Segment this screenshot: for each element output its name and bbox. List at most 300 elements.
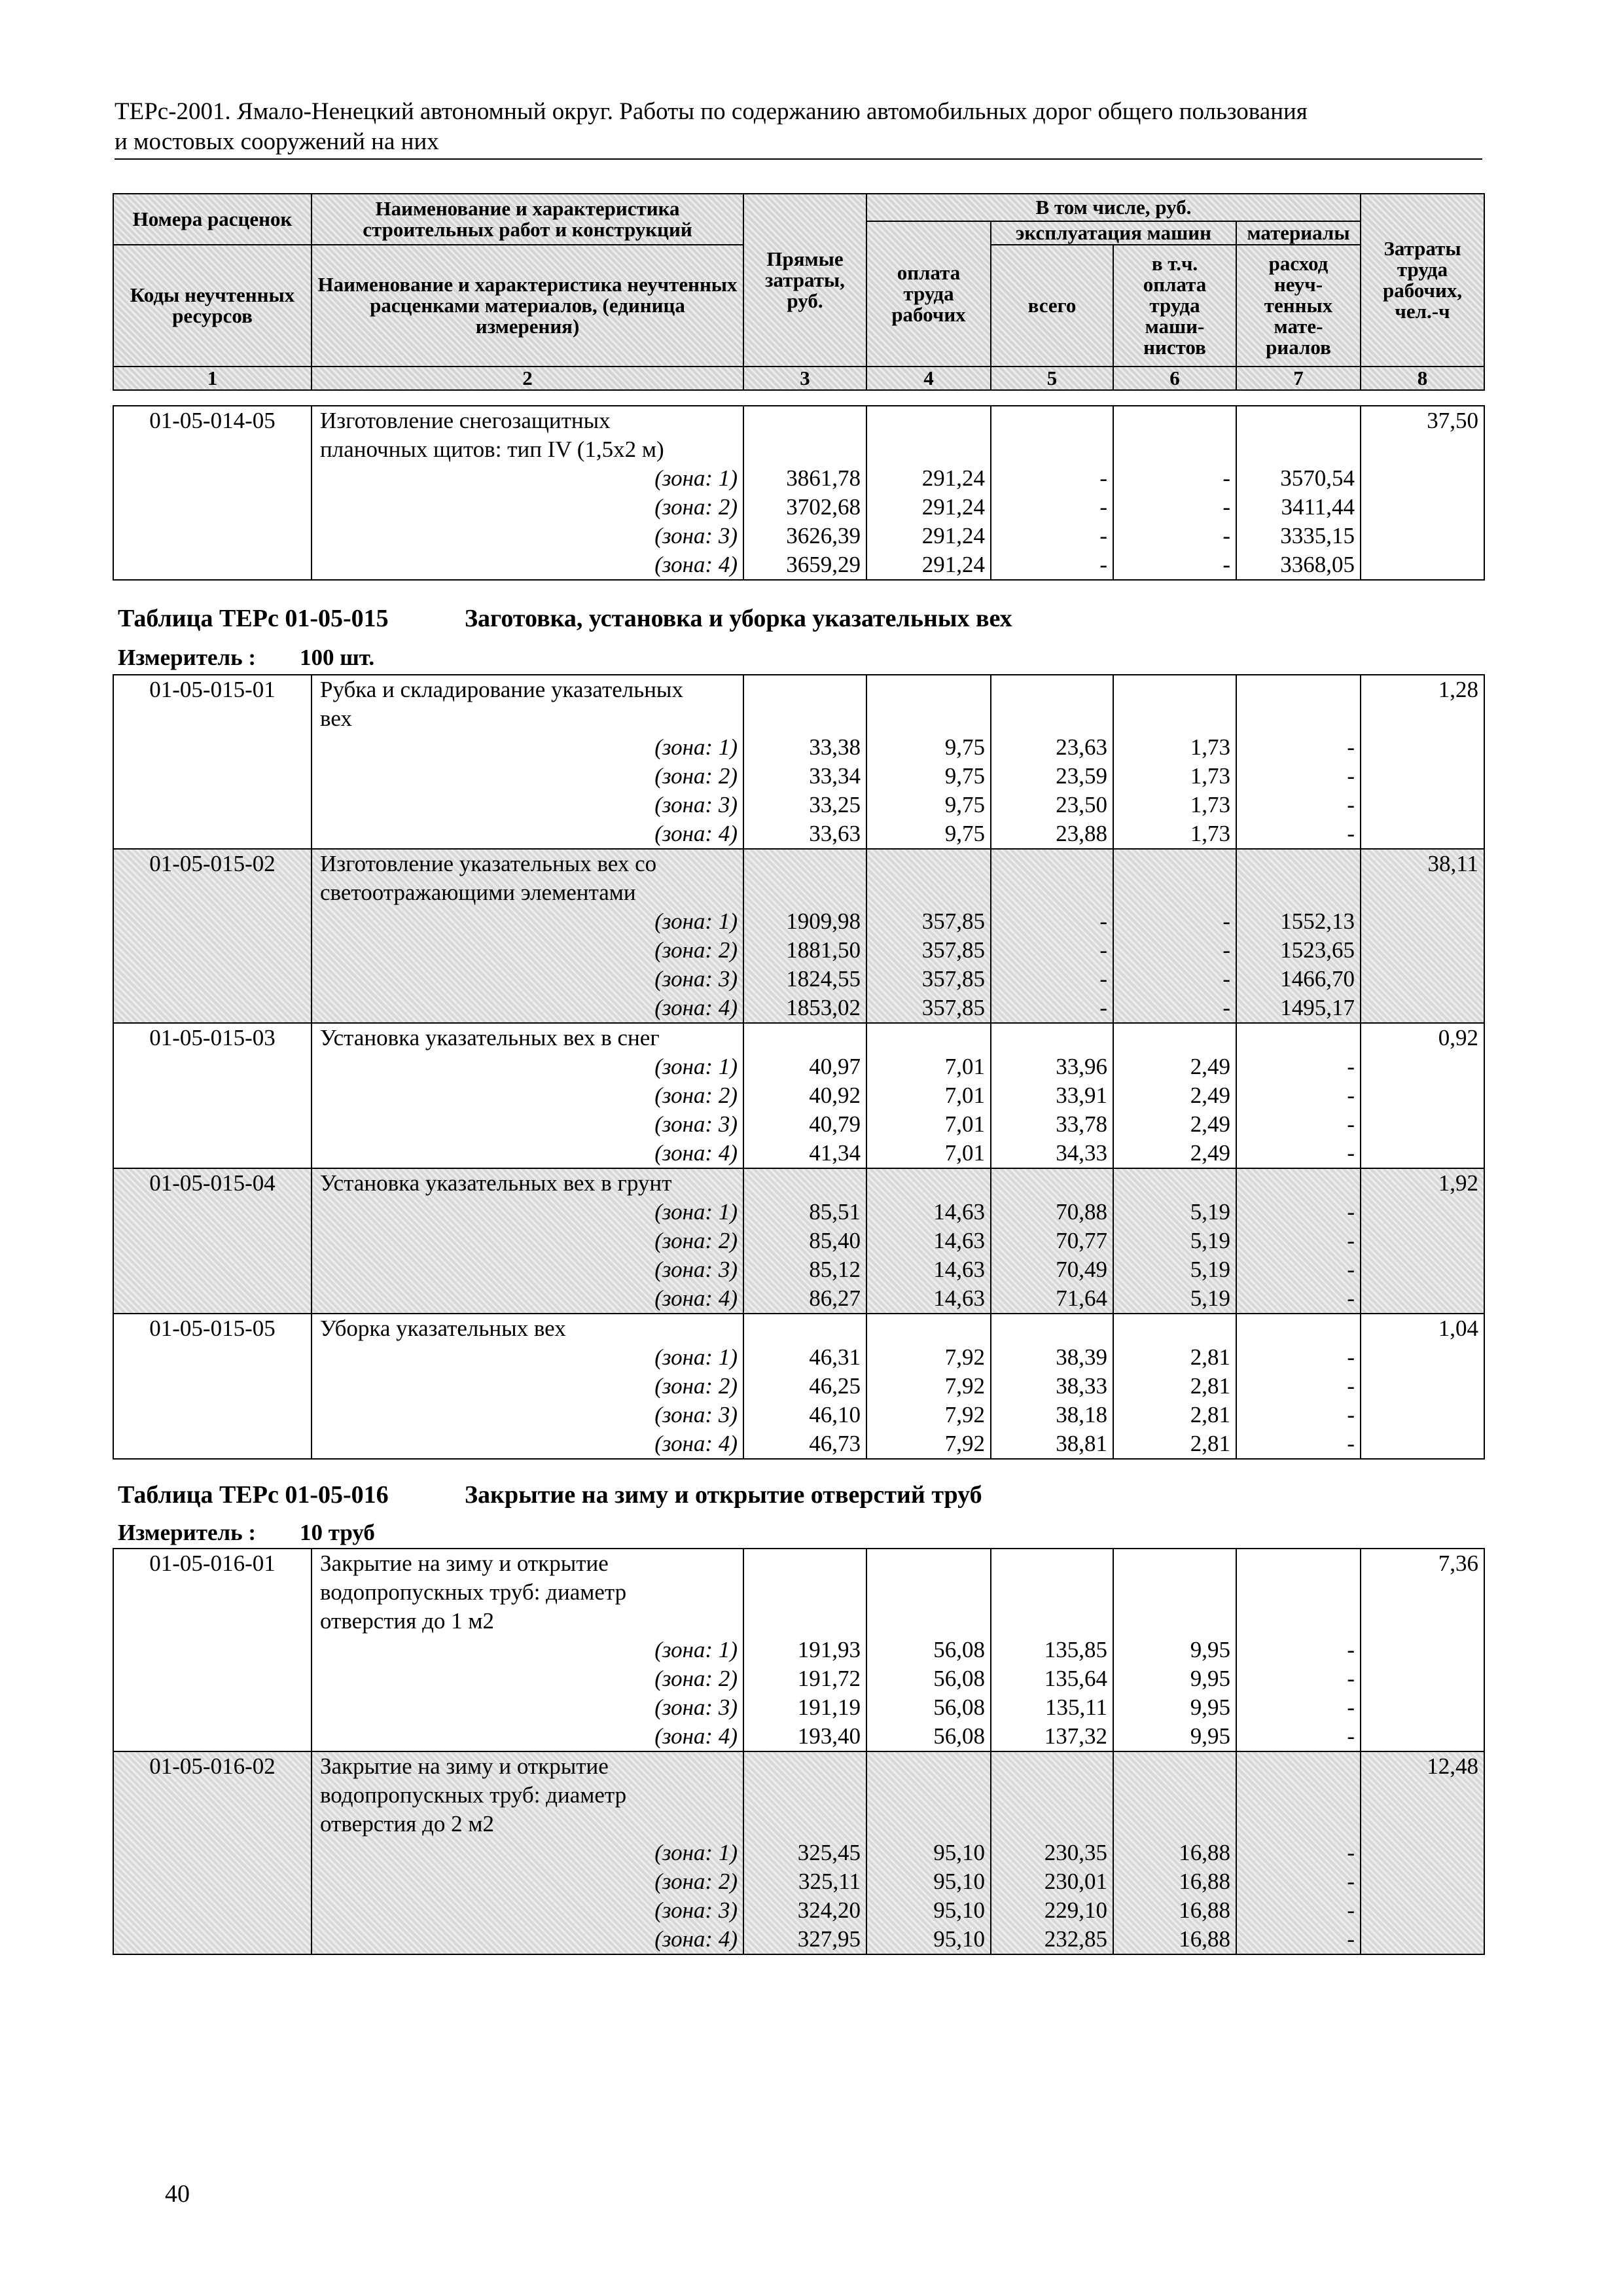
zone-label: (зона: 4) — [654, 1723, 738, 1749]
zone-label: (зона: 1) — [654, 1840, 738, 1865]
zone-label: (зона: 2) — [654, 494, 738, 520]
labor-cost-value: 9,75 — [944, 734, 985, 760]
rate-row — [113, 406, 1484, 580]
direct-cost-cell — [743, 1168, 866, 1314]
direct-cost-cell — [743, 849, 866, 1023]
labor-cost-value: 9,75 — [944, 821, 985, 846]
machine-cost-value: 23,50 — [1056, 792, 1107, 817]
material-cost-cell — [1236, 1314, 1361, 1459]
machine-cost-value: 70,49 — [1056, 1257, 1107, 1282]
labor-cost-value: 56,08 — [933, 1637, 985, 1662]
measure-label: Измеритель : — [118, 1520, 257, 1545]
machine-cost-cell — [991, 406, 1113, 580]
rate-code: 01-05-015-05 — [113, 1314, 312, 1459]
direct-cost-value: 3659,29 — [786, 552, 861, 577]
zone-label: (зона: 3) — [654, 1402, 738, 1427]
labor-cost-value: 291,24 — [921, 465, 985, 491]
zone-label: (зона: 4) — [654, 1285, 738, 1311]
material-cost-value: - — [1347, 1373, 1355, 1399]
material-cost-value: - — [1347, 1926, 1355, 1952]
material-cost-value: - — [1347, 1723, 1355, 1749]
machine-cost-value: - — [1099, 995, 1107, 1020]
header-line-2: и мостовых сооружений на них — [115, 128, 439, 155]
material-cost-value: 1523,65 — [1280, 937, 1355, 963]
zone-label: (зона: 3) — [654, 1897, 738, 1923]
zone-label: (зона: 3) — [654, 1111, 738, 1137]
material-cost-cell — [1236, 849, 1361, 1023]
direct-cost-value: 85,12 — [809, 1257, 861, 1282]
material-cost-value: - — [1347, 1083, 1355, 1108]
zone-label: (зона: 4) — [654, 995, 738, 1020]
labor-cost-value: 291,24 — [921, 552, 985, 577]
machine-cost-value: - — [1099, 937, 1107, 963]
labor-cost-value: 7,92 — [944, 1431, 985, 1456]
col-v-tom-chisle: В том числе, руб. — [866, 194, 1361, 221]
material-cost-value: - — [1347, 1199, 1355, 1225]
rate-name-line: отверстия до 1 м2 — [320, 1608, 495, 1634]
machinist-labor-cost-value: - — [1222, 494, 1230, 520]
material-cost-cell — [1236, 1168, 1361, 1314]
direct-cost-cell — [743, 675, 866, 849]
material-cost-cell — [1236, 406, 1361, 580]
rate-code: 01-05-016-01 — [113, 1549, 312, 1751]
material-cost-value: - — [1347, 763, 1355, 789]
direct-cost-value: 191,72 — [797, 1666, 861, 1691]
col-num-2: 2 — [312, 367, 743, 390]
machine-cost-value: 135,64 — [1044, 1666, 1107, 1691]
machinist-labor-cost-value: 9,95 — [1190, 1723, 1230, 1749]
machine-cost-cell — [991, 1314, 1113, 1459]
direct-cost-value: 86,27 — [809, 1285, 861, 1311]
machinist-labor-cost-value: - — [1222, 937, 1230, 963]
labor-cost-cell — [866, 1549, 991, 1751]
machinist-labor-cost-value: - — [1222, 995, 1230, 1020]
labor-cost-value: 9,75 — [944, 763, 985, 789]
header-line-1: ТЕРс-2001. Ямало-Ненецкий автономный округ. Работы по содержанию автомобильных дорог общего пользования — [115, 98, 1308, 125]
direct-cost-value: 40,97 — [809, 1054, 861, 1079]
labor-cost-value: 7,01 — [944, 1140, 985, 1166]
machinist-labor-cost-value: 2,81 — [1190, 1402, 1230, 1427]
direct-cost-value: 3702,68 — [786, 494, 861, 520]
zone-label: (зона: 1) — [654, 908, 738, 934]
machine-cost-value: 38,39 — [1056, 1344, 1107, 1370]
direct-cost-value: 85,51 — [809, 1199, 861, 1225]
zone-label: (зона: 1) — [654, 1637, 738, 1662]
machine-cost-value: 135,11 — [1045, 1695, 1107, 1720]
labor-cost-value: 56,08 — [933, 1666, 985, 1691]
machine-cost-value: 230,35 — [1044, 1840, 1107, 1865]
labor-cost-value: 357,85 — [921, 966, 985, 992]
direct-cost-value: 324,20 — [797, 1897, 861, 1923]
material-cost-value: 3570,54 — [1280, 465, 1355, 491]
zone-label: (зона: 3) — [654, 523, 738, 548]
direct-cost-value: 46,10 — [809, 1402, 861, 1427]
table-title-01-05-016 — [118, 1480, 982, 1509]
zone-label: (зона: 2) — [654, 763, 738, 789]
material-cost-value: 1552,13 — [1280, 908, 1355, 934]
machine-cost-cell — [991, 1751, 1113, 1954]
rate-row — [113, 849, 1484, 1023]
direct-cost-value: 46,73 — [809, 1431, 861, 1456]
labor-cost-cell — [866, 1314, 991, 1459]
col-materialy: материалы — [1236, 221, 1361, 245]
machine-cost-value: 70,77 — [1056, 1228, 1107, 1253]
material-cost-value: - — [1347, 1111, 1355, 1137]
labor-cost-value: 95,10 — [933, 1897, 985, 1923]
machinist-labor-cost-value: - — [1222, 465, 1230, 491]
direct-cost-value: 325,11 — [798, 1869, 861, 1894]
direct-cost-value: 325,45 — [797, 1840, 861, 1865]
machinist-labor-cost-value: 1,73 — [1190, 821, 1230, 846]
machinist-labor-cost-value: 2,49 — [1190, 1054, 1230, 1079]
machine-cost-cell — [991, 1023, 1113, 1168]
machine-cost-value: - — [1099, 465, 1107, 491]
machinist-labor-cost-cell — [1113, 1314, 1236, 1459]
direct-cost-value: 33,25 — [809, 792, 861, 817]
rate-code: 01-05-015-01 — [113, 675, 312, 849]
rate-name-line: Изготовление указательных вех со — [320, 851, 657, 876]
zone-label: (зона: 4) — [654, 552, 738, 577]
labor-cost-value: 56,08 — [933, 1695, 985, 1720]
machinist-labor-cost-value: 5,19 — [1190, 1199, 1230, 1225]
direct-cost-value: 191,19 — [797, 1695, 861, 1720]
zone-label: (зона: 3) — [654, 792, 738, 817]
direct-cost-value: 85,40 — [809, 1228, 861, 1253]
col-vsego: всего — [991, 245, 1113, 367]
labor-cost-value: 7,01 — [944, 1054, 985, 1079]
material-cost-value: - — [1347, 821, 1355, 846]
col-naim-bottom: Наименование и характеристика неучтенных расценками материалов, (единица измерения) — [312, 245, 743, 367]
rate-code: 01-05-015-02 — [113, 849, 312, 1023]
zone-label: (зона: 2) — [654, 1083, 738, 1108]
column-header-table — [113, 193, 1485, 391]
zone-label: (зона: 1) — [654, 734, 738, 760]
labor-cost-value: 7,92 — [944, 1373, 985, 1399]
col-nomera: Номера расценок — [113, 194, 312, 245]
rate-code: 01-05-016-02 — [113, 1751, 312, 1954]
machinist-labor-cost-value: 9,95 — [1190, 1695, 1230, 1720]
material-cost-value: - — [1347, 792, 1355, 817]
material-cost-value: - — [1347, 734, 1355, 760]
rate-name-line: Установка указательных вех в снег — [320, 1025, 660, 1050]
direct-cost-value: 3626,39 — [786, 523, 861, 548]
labor-cost-value: 357,85 — [921, 908, 985, 934]
direct-cost-cell — [743, 1023, 866, 1168]
rate-row — [113, 1314, 1484, 1459]
machinist-labor-cost-value: - — [1222, 908, 1230, 934]
rate-name — [312, 406, 743, 580]
zone-label: (зона: 4) — [654, 1431, 738, 1456]
machinist-labor-cost-value: 2,49 — [1190, 1140, 1230, 1166]
machinist-labor-cost-value: 16,88 — [1179, 1897, 1230, 1923]
machinist-labor-cost-value: - — [1222, 523, 1230, 548]
labor-cost-cell — [866, 849, 991, 1023]
machine-cost-value: 33,96 — [1056, 1054, 1107, 1079]
labor-cost-value: 95,10 — [933, 1840, 985, 1865]
rate-name — [312, 849, 743, 1023]
rates-table-01-05-016 — [113, 1548, 1485, 1955]
rate-name-line: Установка указательных вех в грунт — [320, 1170, 672, 1196]
machinist-labor-cost-value: 16,88 — [1179, 1840, 1230, 1865]
direct-cost-value: 1909,98 — [786, 908, 861, 934]
machine-cost-value: 34,33 — [1056, 1140, 1107, 1166]
direct-cost-cell — [743, 1549, 866, 1751]
col-num-8: 8 — [1361, 367, 1484, 390]
zone-label: (зона: 4) — [654, 821, 738, 846]
labor-cost-cell — [866, 406, 991, 580]
machine-cost-value: 38,18 — [1056, 1402, 1107, 1427]
measure-value: 100 шт. — [300, 645, 375, 670]
machinist-labor-cost-value: 16,88 — [1179, 1926, 1230, 1952]
direct-cost-value: 40,79 — [809, 1111, 861, 1137]
machinist-labor-cost-value: 16,88 — [1179, 1869, 1230, 1894]
labor-cost-value: 357,85 — [921, 995, 985, 1020]
labor-cost-value: 357,85 — [921, 937, 985, 963]
direct-cost-value: 33,38 — [809, 734, 861, 760]
zone-label: (зона: 1) — [654, 1344, 738, 1370]
machine-cost-value: 229,10 — [1044, 1897, 1107, 1923]
labor-cost-value: 14,63 — [933, 1199, 985, 1225]
rate-name-line: планочных щитов: тип IV (1,5x2 м) — [320, 437, 664, 462]
machinist-labor-cost-value: 2,81 — [1190, 1344, 1230, 1370]
labor-hours: 7,36 — [1361, 1549, 1484, 1751]
material-cost-value: - — [1347, 1285, 1355, 1311]
rate-name-line: Уборка указательных вех — [320, 1316, 566, 1341]
machinist-labor-cost-value: 1,73 — [1190, 763, 1230, 789]
rate-name — [312, 1751, 743, 1954]
rates-table-01-05-015 — [113, 674, 1485, 1460]
rate-row — [113, 1751, 1484, 1954]
material-cost-value: - — [1347, 1897, 1355, 1923]
zone-label: (зона: 2) — [654, 1666, 738, 1691]
machine-cost-value: 23,88 — [1056, 821, 1107, 846]
measure-01-05-016 — [118, 1520, 375, 1546]
direct-cost-value: 193,40 — [797, 1723, 861, 1749]
labor-cost-value: 7,01 — [944, 1083, 985, 1108]
machine-cost-value: 33,78 — [1056, 1111, 1107, 1137]
machine-cost-value: - — [1099, 523, 1107, 548]
machinist-labor-cost-cell — [1113, 849, 1236, 1023]
machinist-labor-cost-value: 5,19 — [1190, 1257, 1230, 1282]
machine-cost-value: - — [1099, 966, 1107, 992]
rate-name-line: Закрытие на зиму и открытие — [320, 1551, 609, 1576]
zone-label: (зона: 1) — [654, 465, 738, 491]
rates-table-01-05-014 — [113, 405, 1485, 581]
zone-label: (зона: 2) — [654, 1228, 738, 1253]
material-cost-value: - — [1347, 1666, 1355, 1691]
rate-name-line: Закрытие на зиму и открытие — [320, 1753, 609, 1779]
machinist-labor-cost-value: 5,19 — [1190, 1228, 1230, 1253]
material-cost-value: - — [1347, 1344, 1355, 1370]
col-pryamye: Прямые затраты, руб. — [743, 194, 866, 367]
zone-label: (зона: 3) — [654, 1695, 738, 1720]
material-cost-value: - — [1347, 1869, 1355, 1894]
rate-name — [312, 1168, 743, 1314]
direct-cost-value: 1824,55 — [786, 966, 861, 992]
machinist-labor-cost-value: 1,73 — [1190, 734, 1230, 760]
machine-cost-value: 70,88 — [1056, 1199, 1107, 1225]
labor-cost-value: 95,10 — [933, 1926, 985, 1952]
zone-label: (зона: 3) — [654, 966, 738, 992]
labor-hours: 12,48 — [1361, 1751, 1484, 1954]
labor-cost-value: 14,63 — [933, 1285, 985, 1311]
material-cost-cell — [1236, 675, 1361, 849]
table-title-code: Таблица ТЕРс 01-05-015 — [118, 605, 389, 632]
rate-name-line: вех — [320, 706, 352, 731]
rate-row — [113, 675, 1484, 849]
zone-label: (зона: 4) — [654, 1926, 738, 1952]
material-cost-value: - — [1347, 1054, 1355, 1079]
machine-cost-value: - — [1099, 494, 1107, 520]
labor-cost-value: 56,08 — [933, 1723, 985, 1749]
machine-cost-value: 23,63 — [1056, 734, 1107, 760]
material-cost-value: - — [1347, 1140, 1355, 1166]
machine-cost-value: 230,01 — [1044, 1869, 1107, 1894]
labor-hours: 1,04 — [1361, 1314, 1484, 1459]
col-ekspl: эксплуатация машин — [991, 221, 1236, 245]
rate-name-line: водопропускных труб: диаметр — [320, 1579, 627, 1605]
table-title-01-05-015 — [118, 604, 1012, 633]
labor-cost-cell — [866, 1023, 991, 1168]
rate-name — [312, 1314, 743, 1459]
page-header — [115, 97, 1482, 160]
material-cost-value: 3411,44 — [1281, 494, 1355, 520]
machine-cost-cell — [991, 849, 1113, 1023]
labor-cost-value: 7,92 — [944, 1344, 985, 1370]
rate-code: 01-05-015-03 — [113, 1023, 312, 1168]
material-cost-value: - — [1347, 1228, 1355, 1253]
machine-cost-cell — [991, 1168, 1113, 1314]
machine-cost-value: 23,59 — [1056, 763, 1107, 789]
page-number: 40 — [165, 2180, 190, 2208]
labor-cost-cell — [866, 675, 991, 849]
machinist-labor-cost-value: 2,49 — [1190, 1111, 1230, 1137]
rate-name-line: Рубка и складирование указательных — [320, 677, 683, 702]
direct-cost-value: 46,25 — [809, 1373, 861, 1399]
material-cost-value: 3335,15 — [1280, 523, 1355, 548]
machinist-labor-cost-value: - — [1222, 966, 1230, 992]
machinist-labor-cost-value: 2,81 — [1190, 1373, 1230, 1399]
col-kody: Коды неучтенных ресурсов — [113, 245, 312, 367]
material-cost-cell — [1236, 1549, 1361, 1751]
zone-label: (зона: 1) — [654, 1199, 738, 1225]
machinist-labor-cost-value: 2,81 — [1190, 1431, 1230, 1456]
direct-cost-value: 191,93 — [797, 1637, 861, 1662]
direct-cost-value: 40,92 — [809, 1083, 861, 1108]
material-cost-value: - — [1347, 1257, 1355, 1282]
material-cost-value: - — [1347, 1402, 1355, 1427]
direct-cost-value: 46,31 — [809, 1344, 861, 1370]
machinist-labor-cost-cell — [1113, 675, 1236, 849]
direct-cost-cell — [743, 406, 866, 580]
machine-cost-value: 33,91 — [1056, 1083, 1107, 1108]
zone-label: (зона: 2) — [654, 1869, 738, 1894]
machine-cost-value: 38,81 — [1056, 1431, 1107, 1456]
material-cost-value: - — [1347, 1431, 1355, 1456]
labor-hours: 37,50 — [1361, 406, 1484, 580]
machinist-labor-cost-cell — [1113, 1549, 1236, 1751]
material-cost-value: 1495,17 — [1280, 995, 1355, 1020]
material-cost-value: - — [1347, 1637, 1355, 1662]
direct-cost-value: 33,34 — [809, 763, 861, 789]
machinist-labor-cost-value: 9,95 — [1190, 1666, 1230, 1691]
machine-cost-value: 38,33 — [1056, 1373, 1107, 1399]
machinist-labor-cost-value: 5,19 — [1190, 1285, 1230, 1311]
col-num-5: 5 — [991, 367, 1113, 390]
labor-hours: 1,28 — [1361, 675, 1484, 849]
labor-cost-value: 14,63 — [933, 1257, 985, 1282]
machine-cost-value: - — [1099, 908, 1107, 934]
labor-cost-cell — [866, 1751, 991, 1954]
zone-label: (зона: 2) — [654, 937, 738, 963]
measure-value: 10 труб — [300, 1520, 375, 1545]
rate-name-line: отверстия до 2 м2 — [320, 1811, 495, 1837]
direct-cost-value: 1853,02 — [786, 995, 861, 1020]
col-num-7: 7 — [1236, 367, 1361, 390]
measure-01-05-015 — [118, 645, 375, 671]
rate-row — [113, 1023, 1484, 1168]
machine-cost-value: 137,32 — [1044, 1723, 1107, 1749]
table-title-name: Заготовка, установка и уборка указательных вех — [465, 605, 1012, 632]
direct-cost-value: 1881,50 — [786, 937, 861, 963]
labor-cost-value: 291,24 — [921, 523, 985, 548]
material-cost-value: - — [1347, 1840, 1355, 1865]
machine-cost-value: 71,64 — [1056, 1285, 1107, 1311]
machinist-labor-cost-cell — [1113, 406, 1236, 580]
rate-name — [312, 675, 743, 849]
machinist-labor-cost-value: 1,73 — [1190, 792, 1230, 817]
material-cost-cell — [1236, 1023, 1361, 1168]
col-zatraty: Затраты труда рабочих, чел.-ч — [1361, 194, 1484, 367]
rate-name-line: водопропускных труб: диаметр — [320, 1782, 627, 1808]
labor-cost-value: 7,01 — [944, 1111, 985, 1137]
rate-row — [113, 1168, 1484, 1314]
col-num-6: 6 — [1113, 367, 1236, 390]
machinist-labor-cost-cell — [1113, 1023, 1236, 1168]
material-cost-value: 3368,05 — [1280, 552, 1355, 577]
machinist-labor-cost-value: 2,49 — [1190, 1083, 1230, 1108]
rate-name-line: Изготовление снегозащитных — [320, 408, 611, 433]
table-title-name: Закрытие на зиму и открытие отверстий труб — [465, 1481, 982, 1509]
zone-label: (зона: 1) — [654, 1054, 738, 1079]
labor-hours: 0,92 — [1361, 1023, 1484, 1168]
rate-name — [312, 1023, 743, 1168]
rate-name-line: светоотражающими элементами — [320, 880, 636, 905]
col-vtch: в т.ч. оплата труда маши-нистов — [1113, 245, 1236, 367]
col-naim-top: Наименование и характеристика строительных работ и конструкций — [312, 194, 743, 245]
col-num-3: 3 — [743, 367, 866, 390]
labor-cost-value: 95,10 — [933, 1869, 985, 1894]
rate-code: 01-05-014-05 — [113, 406, 312, 580]
material-cost-cell — [1236, 1751, 1361, 1954]
machine-cost-cell — [991, 675, 1113, 849]
direct-cost-value: 327,95 — [797, 1926, 861, 1952]
machine-cost-value: - — [1099, 552, 1107, 577]
rate-name — [312, 1549, 743, 1751]
labor-cost-value: 9,75 — [944, 792, 985, 817]
material-cost-value: - — [1347, 1695, 1355, 1720]
measure-label: Измеритель : — [118, 645, 257, 670]
table-title-code: Таблица ТЕРс 01-05-016 — [118, 1481, 389, 1509]
direct-cost-value: 41,34 — [809, 1140, 861, 1166]
rate-code: 01-05-015-04 — [113, 1168, 312, 1314]
machinist-labor-cost-cell — [1113, 1168, 1236, 1314]
col-rashod: расход неуч-тенных мате-риалов — [1236, 245, 1361, 367]
machine-cost-cell — [991, 1549, 1113, 1751]
labor-hours: 1,92 — [1361, 1168, 1484, 1314]
machinist-labor-cost-value: 9,95 — [1190, 1637, 1230, 1662]
zone-label: (зона: 2) — [654, 1373, 738, 1399]
